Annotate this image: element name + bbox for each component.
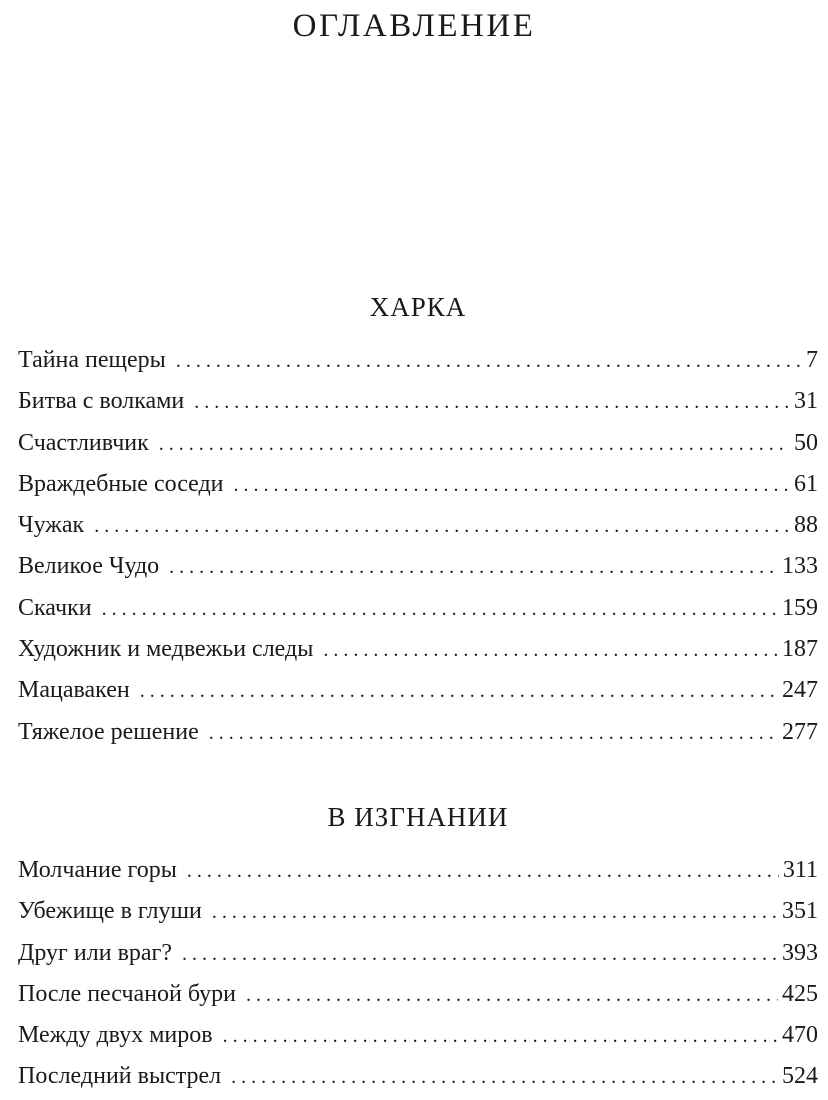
dot-leader [169, 547, 778, 588]
toc-entry-title: Тайна пещеры [18, 347, 166, 373]
toc-entry [18, 464, 818, 505]
toc-entry-title: Убежище в глуши [18, 898, 202, 925]
toc-entry-title: Художник и медвежьи следы [18, 636, 314, 663]
toc-entry [18, 712, 818, 753]
toc-entry [18, 1015, 818, 1056]
toc-entry-page: 61 [794, 470, 818, 497]
dot-leader [212, 892, 778, 933]
toc-entry-page: 277 [782, 718, 818, 745]
toc-entry-title: Скачки [18, 594, 92, 621]
toc-entry [18, 546, 818, 587]
toc-entry [18, 423, 818, 464]
toc-entry [18, 588, 818, 629]
toc-entry [18, 381, 818, 422]
dot-leader [194, 382, 790, 423]
toc-entry-title: Великое Чудо [18, 553, 160, 580]
dot-leader [234, 465, 790, 506]
toc-entry-title: Последний выстрел [18, 1063, 222, 1090]
section-heading: В ИЗГНАНИИ [327, 802, 509, 832]
toc-entry-page: 88 [794, 512, 818, 539]
toc-entry [18, 629, 818, 670]
dot-leader [231, 1057, 778, 1098]
toc-entry-title: Между двух миров [18, 1022, 213, 1049]
dot-leader [223, 1016, 778, 1057]
toc-entry [18, 850, 818, 891]
dot-leader [246, 975, 778, 1016]
toc-entry-page: 187 [782, 636, 818, 663]
dot-leader [176, 341, 800, 382]
toc-section-harka [18, 285, 818, 753]
toc-entry-page: 31 [794, 388, 818, 415]
toc-entry-title: Молчание горы [18, 857, 177, 883]
toc-entry-title: Битва с волками [18, 388, 185, 415]
dot-leader [187, 851, 779, 892]
toc-entry [18, 1056, 818, 1097]
toc-entry [18, 974, 818, 1015]
toc-entry-title: Мацавакен [18, 677, 130, 704]
section-heading: ХАРКА [369, 292, 467, 322]
toc-entry [18, 505, 818, 546]
toc-entry [18, 340, 818, 381]
toc-entry-page: 311 [782, 857, 818, 883]
dot-leader [159, 424, 790, 465]
dot-leader [182, 934, 778, 975]
dot-leader [140, 671, 778, 712]
toc-entry-title: Чужак [18, 512, 85, 539]
toc-entry [18, 891, 818, 932]
toc-entry-title: Враждебные соседи [18, 470, 224, 497]
toc-entry-title: Тяжелое решение [18, 718, 199, 745]
dot-leader [102, 589, 778, 630]
toc-entry-page: 50 [794, 429, 818, 456]
toc-list [18, 340, 818, 753]
dot-leader [323, 630, 778, 671]
toc-entry [18, 933, 818, 974]
page-title: ОГЛАВЛЕНИЕ [292, 8, 536, 44]
toc-entry-page: 425 [782, 980, 818, 1007]
toc-entry-page: 393 [782, 939, 818, 966]
toc-entry-page: 159 [782, 594, 818, 621]
toc-list [18, 850, 818, 1098]
toc-entry-page: 470 [782, 1022, 818, 1049]
toc-entry [18, 670, 818, 711]
toc-entry-title: Друг или враг? [18, 939, 173, 966]
toc-entry-title: После песчаной бури [18, 980, 237, 1007]
toc-section-v-izgnanii [18, 795, 818, 1098]
dot-leader [94, 506, 790, 547]
toc-entry-title: Счастливчик [18, 429, 149, 456]
toc-entry-page: 7 [806, 347, 818, 373]
toc-entry-page: 351 [782, 898, 818, 925]
dot-leader [209, 713, 778, 754]
toc-entry-page: 133 [782, 553, 818, 580]
toc-entry-page: 247 [782, 677, 818, 704]
toc-entry-page: 524 [782, 1063, 818, 1090]
